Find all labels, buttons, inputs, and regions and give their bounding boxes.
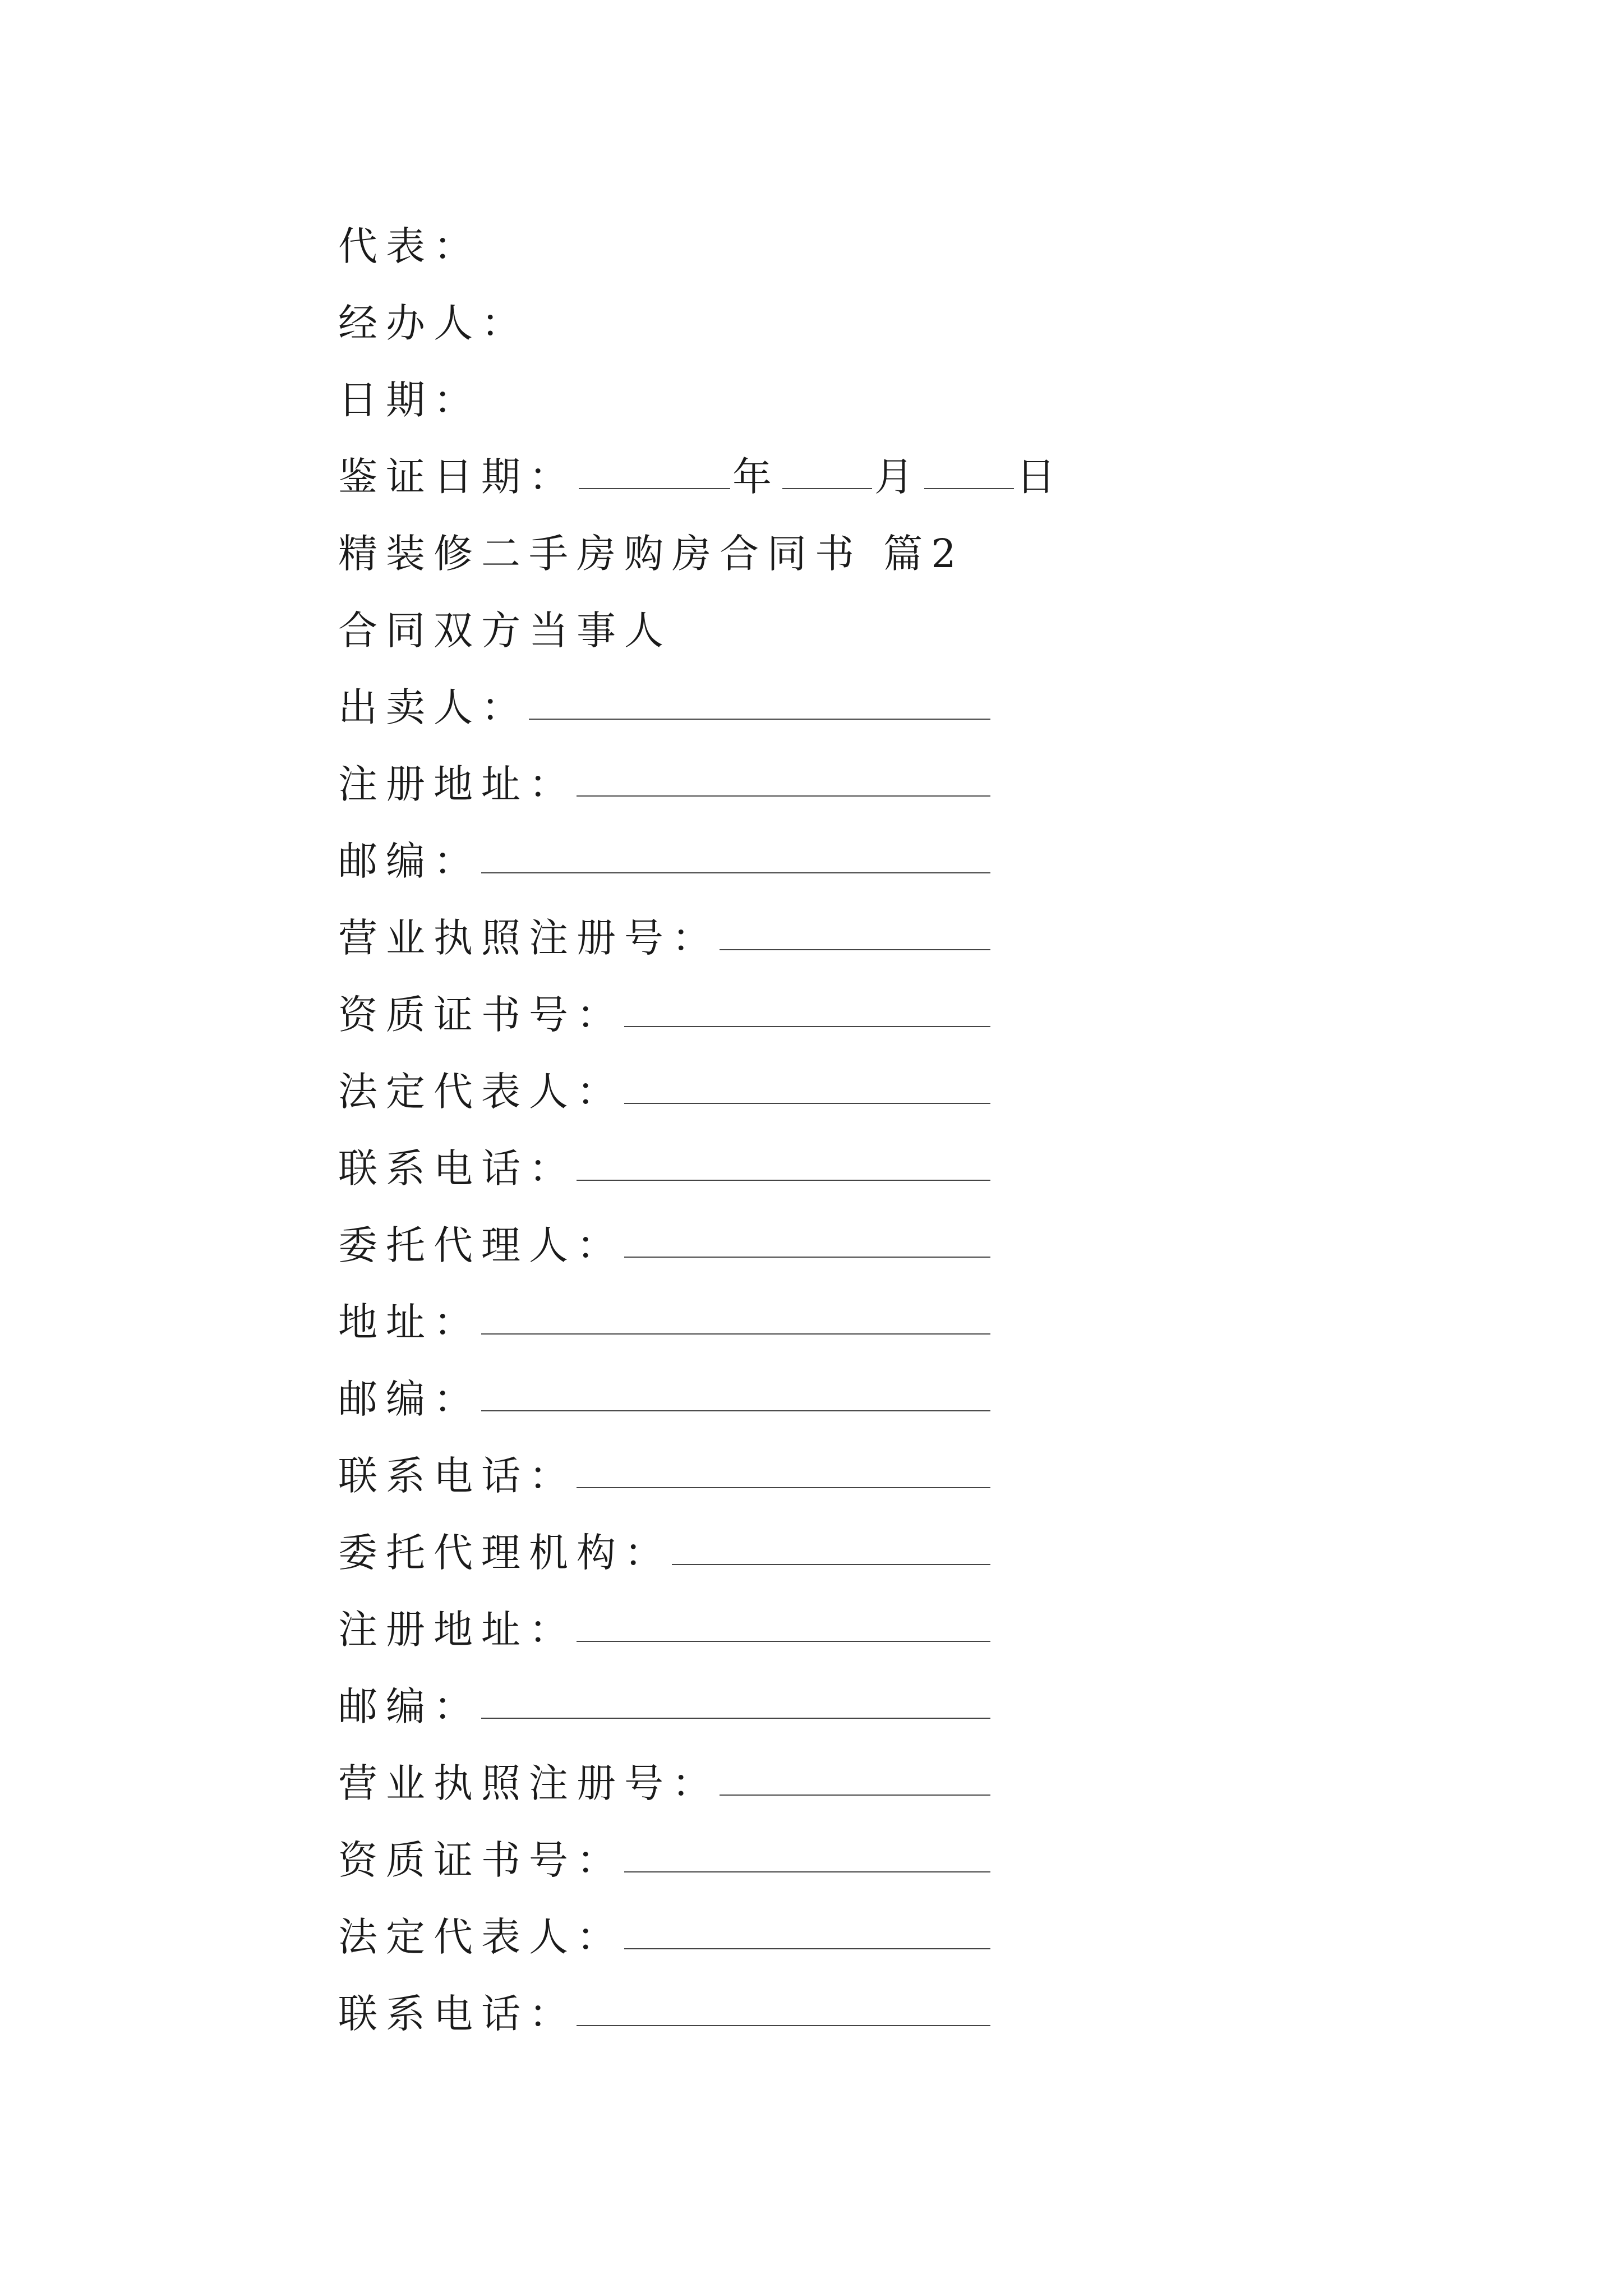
date-line xyxy=(338,358,1067,435)
seller-license-line xyxy=(338,896,1067,973)
seller-legal-rep-line xyxy=(338,1050,1067,1127)
seller-postcode-blank xyxy=(481,872,990,873)
agency-address-blank xyxy=(577,1641,990,1642)
agency-qualification-blank xyxy=(624,1871,990,1872)
seller-legal-rep-blank xyxy=(624,1103,990,1104)
seller-address-line xyxy=(338,743,1067,820)
year-unit: 年 xyxy=(732,454,780,500)
month-blank xyxy=(782,488,872,489)
seller-license-label: 营业执照注册号： xyxy=(338,915,720,961)
agent-phone-blank xyxy=(577,1487,990,1488)
agent-line xyxy=(338,1204,1067,1281)
agency-postcode-blank xyxy=(481,1718,990,1719)
seller-label: 出卖人： xyxy=(338,684,529,730)
day-unit: 日 xyxy=(1016,454,1064,500)
agency-phone-blank xyxy=(577,2025,990,2026)
agency-legal-rep-line xyxy=(338,1895,1067,1972)
seller-blank xyxy=(529,719,990,720)
agency-postcode-label: 邮编： xyxy=(338,1683,481,1729)
agency-line xyxy=(338,1511,1067,1588)
agency-legal-rep-label: 法定代表人： xyxy=(338,1914,624,1960)
seller-qualification-line xyxy=(338,973,1067,1050)
month-unit: 月 xyxy=(874,454,922,500)
verification-date-line xyxy=(338,435,1067,512)
agency-phone-label: 联系电话： xyxy=(338,1991,577,2037)
agency-label: 委托代理机构： xyxy=(338,1530,672,1576)
parties-heading-line xyxy=(338,589,1067,666)
parties-heading: 合同双方当事人 xyxy=(338,608,672,654)
agent-postcode-label: 邮编： xyxy=(338,1376,481,1422)
agency-license-blank xyxy=(720,1795,990,1796)
seller-line xyxy=(338,666,1067,743)
verification-date-label: 鉴证日期： xyxy=(338,454,577,500)
agency-legal-rep-blank xyxy=(624,1948,990,1949)
seller-postcode-label: 邮编： xyxy=(338,838,481,884)
year-blank xyxy=(579,488,730,489)
agent-address-label: 地址： xyxy=(338,1299,481,1345)
date-label: 日期： xyxy=(338,377,481,423)
agency-postcode-line xyxy=(338,1665,1067,1742)
agent-phone-line xyxy=(338,1434,1067,1511)
agent-blank xyxy=(624,1257,990,1258)
agency-qualification-label: 资质证书号： xyxy=(338,1837,624,1883)
seller-phone-line xyxy=(338,1127,1067,1204)
agency-qualification-line xyxy=(338,1819,1067,1895)
handler-label: 经办人： xyxy=(338,300,529,346)
agency-address-line xyxy=(338,1588,1067,1665)
handler-line xyxy=(338,282,1067,358)
agent-address-line xyxy=(338,1281,1067,1358)
agency-license-label: 营业执照注册号： xyxy=(338,1760,720,1806)
seller-address-blank xyxy=(577,795,990,797)
seller-qualification-blank xyxy=(624,1026,990,1027)
agent-postcode-line xyxy=(338,1358,1067,1434)
seller-postcode-line xyxy=(338,820,1067,896)
day-blank xyxy=(924,488,1014,489)
seller-license-blank xyxy=(720,949,990,950)
document-page xyxy=(338,205,1067,2049)
agency-phone-line xyxy=(338,1972,1067,2049)
agency-license-line xyxy=(338,1742,1067,1819)
agent-postcode-blank xyxy=(481,1410,990,1411)
seller-address-label: 注册地址： xyxy=(338,761,577,807)
seller-phone-blank xyxy=(577,1180,990,1181)
section-title-line xyxy=(338,512,1067,589)
seller-legal-rep-label: 法定代表人： xyxy=(338,1069,624,1115)
agent-label: 委托代理人： xyxy=(338,1222,624,1268)
seller-phone-label: 联系电话： xyxy=(338,1145,577,1191)
section-title: 精装修二手房购房合同书 篇2 xyxy=(338,531,965,577)
representative-line xyxy=(338,205,1067,282)
agent-address-blank xyxy=(481,1333,990,1335)
agent-phone-label: 联系电话： xyxy=(338,1453,577,1499)
seller-qualification-label: 资质证书号： xyxy=(338,992,624,1038)
representative-label: 代表： xyxy=(338,223,481,269)
agency-address-label: 注册地址： xyxy=(338,1607,577,1653)
agency-blank xyxy=(672,1564,990,1565)
